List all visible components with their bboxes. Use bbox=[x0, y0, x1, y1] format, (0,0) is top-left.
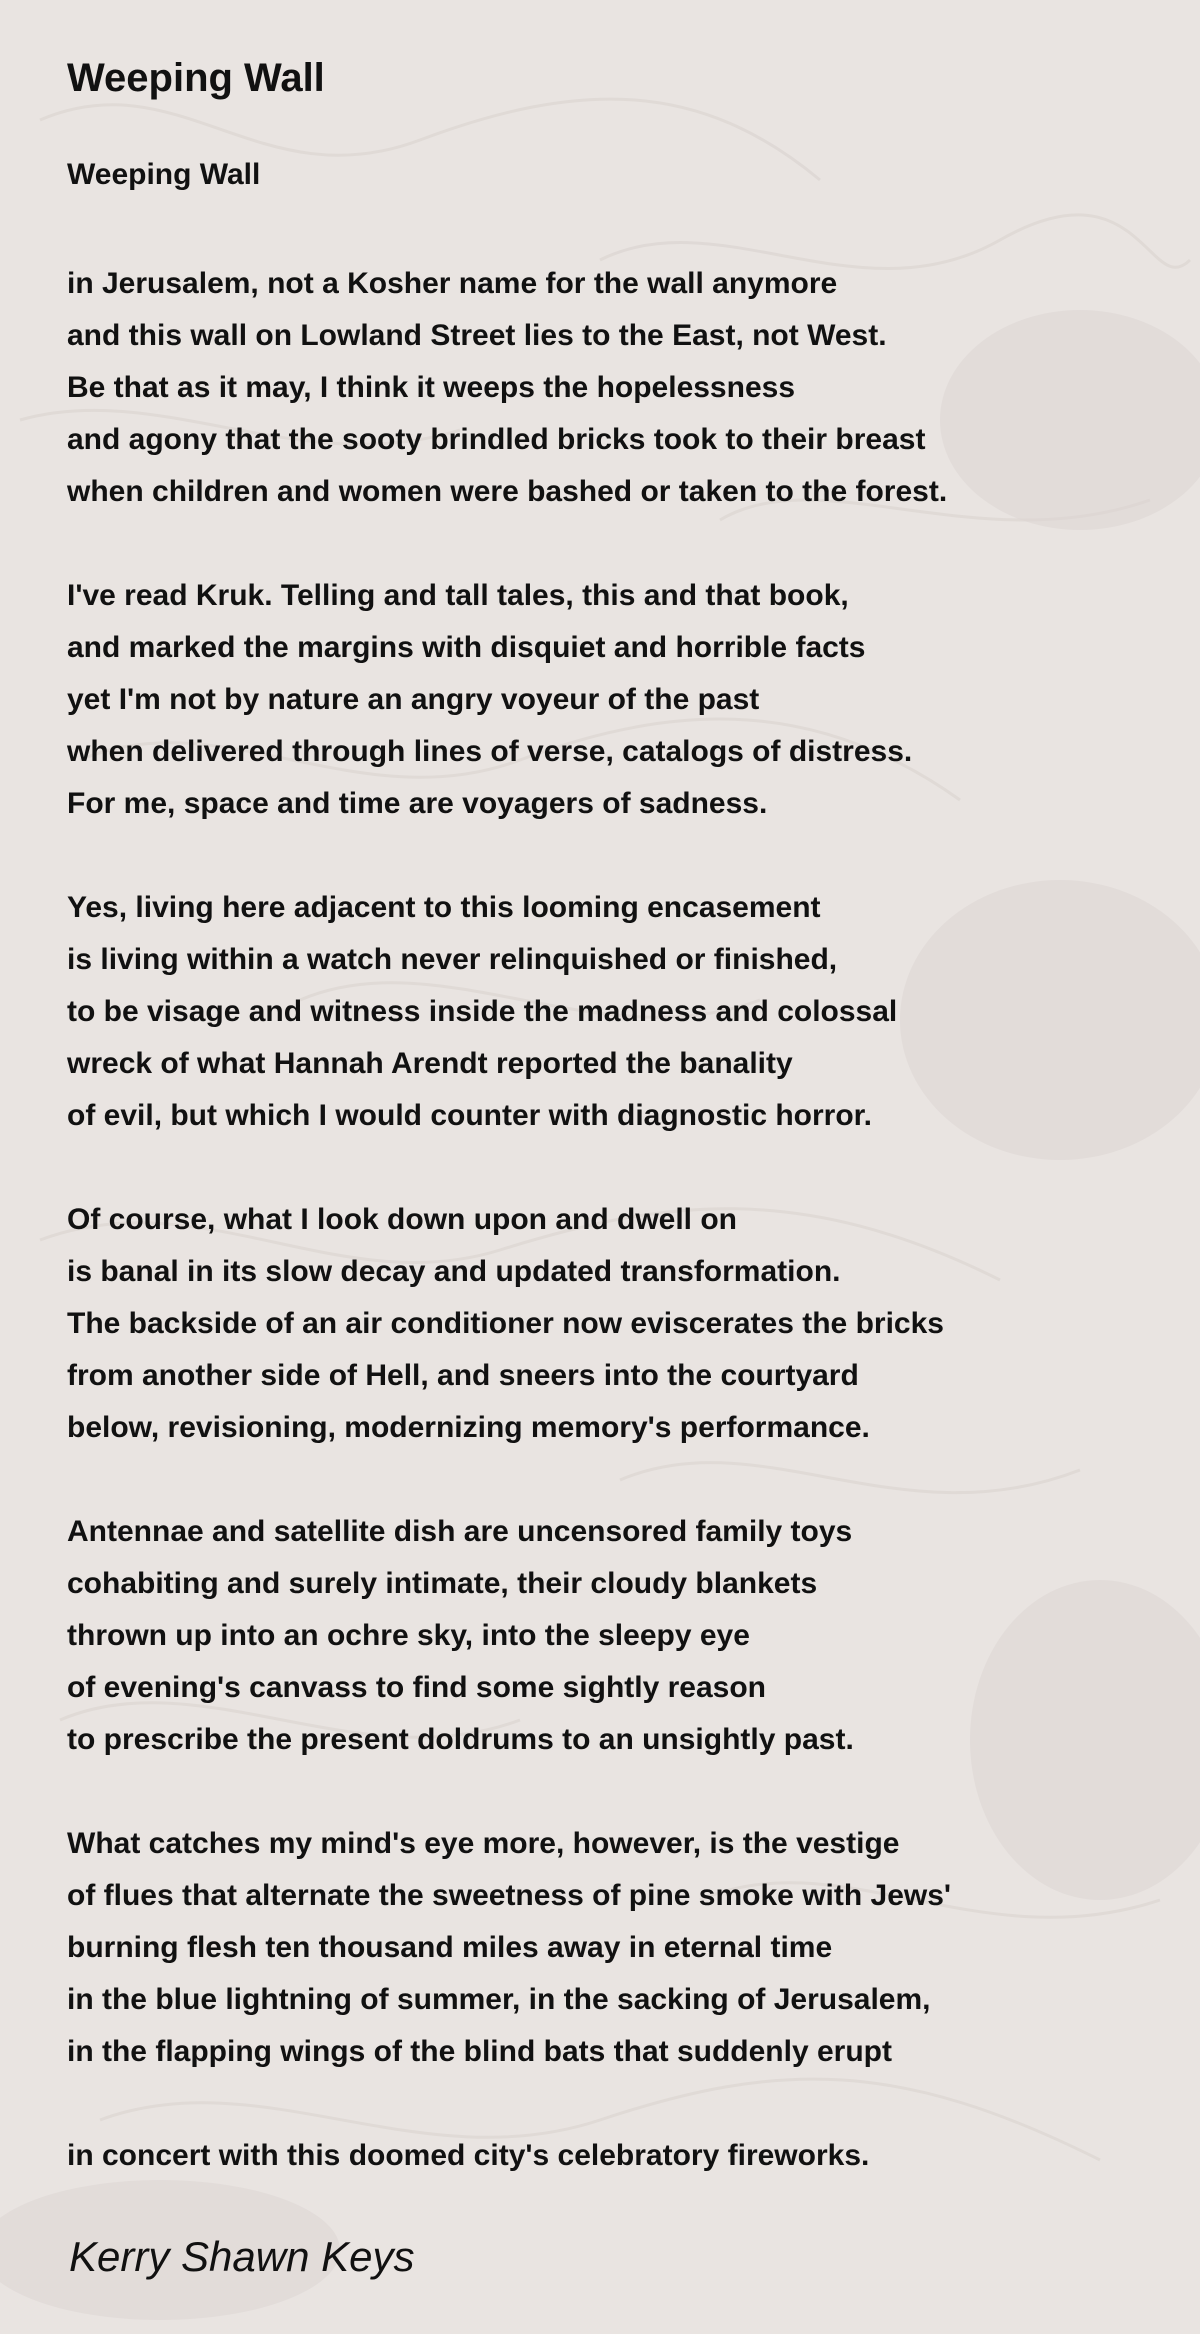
poem-line: For me, space and time are voyagers of sadness. bbox=[67, 787, 768, 820]
poem-line: Be that as it may, I think it weeps the hopelessness bbox=[67, 371, 795, 404]
poem-page bbox=[0, 0, 1167, 106]
page-title: Weeping Wall bbox=[67, 56, 325, 100]
poem-heading-wrapper bbox=[67, 155, 260, 195]
poem-body bbox=[67, 258, 951, 2234]
poem-line: and agony that the sooty brindled bricks took to their breast bbox=[67, 423, 926, 456]
poem-line: What catches my mind's eye more, however, is the vestige bbox=[67, 1827, 900, 1860]
stanza bbox=[67, 1194, 951, 1454]
poem-line: Of course, what I look down upon and dwell on bbox=[67, 1203, 738, 1236]
stanza bbox=[67, 2130, 951, 2182]
author-name: Kerry Shawn Keys bbox=[69, 2233, 415, 2280]
poem-line: in the blue lightning of summer, in the sacking of Jerusalem, bbox=[67, 1983, 931, 2016]
poem-line: thrown up into an ochre sky, into the sleepy eye bbox=[67, 1619, 750, 1652]
poem-line: of evil, but which I would counter with diagnostic horror. bbox=[67, 1099, 873, 1132]
poem-line: of flues that alternate the sweetness of pine smoke with Jews' bbox=[67, 1879, 952, 1912]
poem-line: and marked the margins with disquiet and horrible facts bbox=[67, 631, 866, 664]
poem-line: The backside of an air conditioner now eviscerates the bricks bbox=[67, 1307, 944, 1340]
poem-line: Antennae and satellite dish are uncensored family toys bbox=[67, 1515, 853, 1548]
stanza bbox=[67, 1506, 951, 1766]
poem-line: when delivered through lines of verse, catalogs of distress. bbox=[67, 735, 913, 768]
poem-line: in the flapping wings of the blind bats that suddenly erupt bbox=[67, 2035, 892, 2068]
stanza bbox=[67, 258, 951, 518]
poem-heading: Weeping Wall bbox=[67, 158, 261, 191]
poem-line: burning flesh ten thousand miles away in eternal time bbox=[67, 1931, 833, 1964]
poem-line: cohabiting and surely intimate, their cloudy blankets bbox=[67, 1567, 818, 1600]
poem-line: Yes, living here adjacent to this looming encasement bbox=[67, 891, 821, 924]
poem-line: I've read Kruk. Telling and tall tales, this and that book, bbox=[67, 579, 849, 612]
poem-line: in Jerusalem, not a Kosher name for the wall anymore bbox=[67, 267, 838, 300]
poem-line: when children and women were bashed or taken to the forest. bbox=[67, 475, 948, 508]
poem-line: below, revisioning, modernizing memory's performance. bbox=[67, 1411, 870, 1444]
poem-line: in concert with this doomed city's celebratory fireworks. bbox=[67, 2139, 870, 2172]
poem-line: wreck of what Hannah Arendt reported the banality bbox=[67, 1047, 793, 1080]
stanza bbox=[67, 882, 951, 1142]
poem-line: is living within a watch never relinquished or finished, bbox=[67, 943, 838, 976]
poem-line: to be visage and witness inside the madness and colossal bbox=[67, 995, 898, 1028]
poem-line: yet I'm not by nature an angry voyeur of the past bbox=[67, 683, 760, 716]
stanza bbox=[67, 570, 951, 830]
stanza bbox=[67, 1818, 951, 2078]
poem-line: is banal in its slow decay and updated transformation. bbox=[67, 1255, 841, 1288]
poem-line: from another side of Hell, and sneers into the courtyard bbox=[67, 1359, 859, 1392]
poem-line: to prescribe the present doldrums to an unsightly past. bbox=[67, 1723, 854, 1756]
poem-line: and this wall on Lowland Street lies to the East, not West. bbox=[67, 319, 887, 352]
poem-line: of evening's canvass to find some sightly reason bbox=[67, 1671, 766, 1704]
